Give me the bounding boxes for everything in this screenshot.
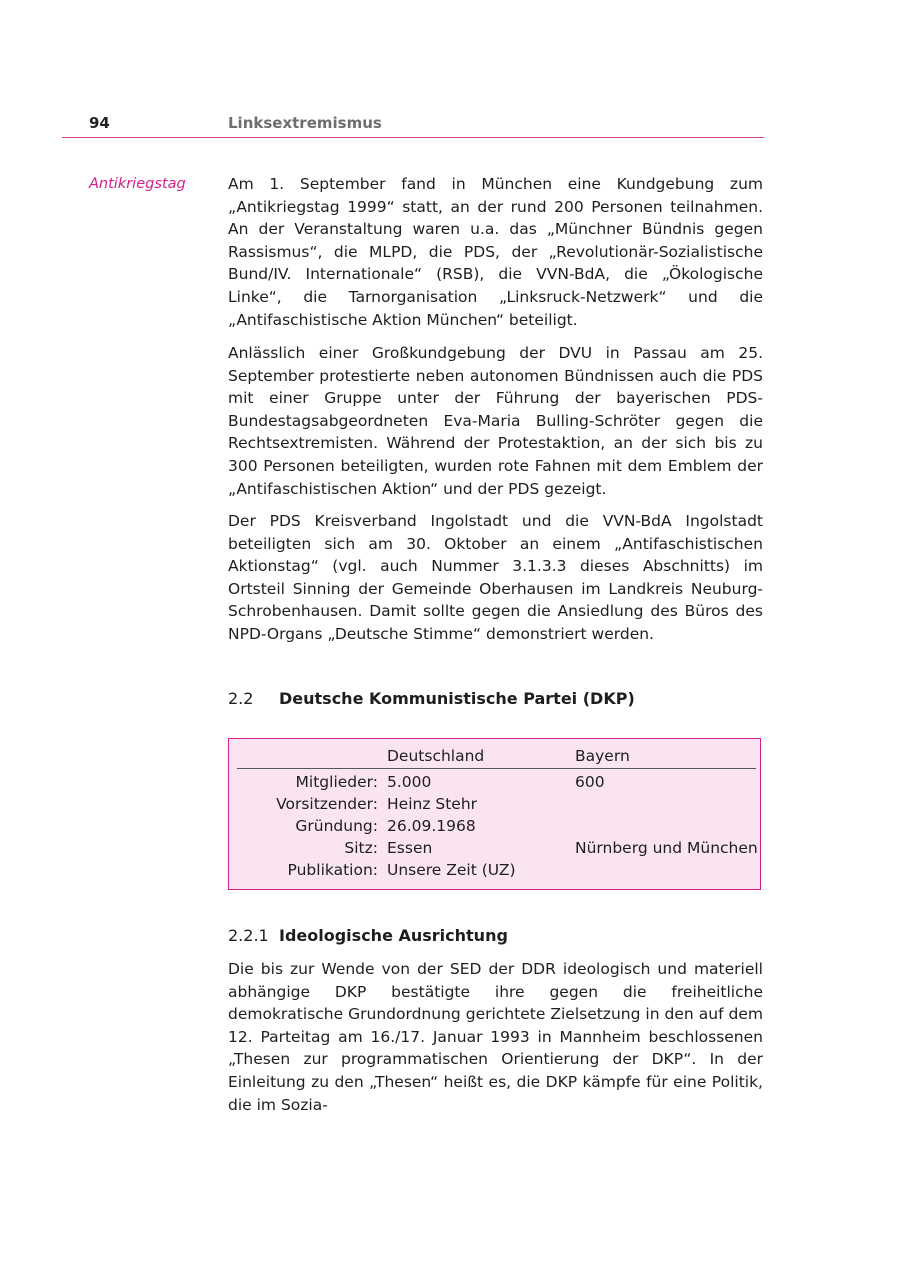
factbox-col-bayern: Bayern bbox=[575, 747, 630, 765]
factbox-value-de: Unsere Zeit (UZ) bbox=[387, 861, 516, 879]
factbox-row bbox=[229, 795, 762, 817]
page-number: 94 bbox=[89, 114, 110, 132]
header-rule bbox=[62, 137, 764, 138]
factbox-label: Vorsitzender: bbox=[276, 795, 378, 813]
factbox-label: Publikation: bbox=[287, 861, 378, 879]
section-number: 2.2 bbox=[228, 689, 254, 708]
margin-note: Antikriegstag bbox=[89, 176, 186, 192]
factbox-value-de: 5.000 bbox=[387, 773, 432, 791]
factbox-value-de: Essen bbox=[387, 839, 433, 857]
subsection-title: Ideologische Ausrichtung bbox=[279, 926, 508, 945]
factbox-row bbox=[229, 817, 762, 839]
factbox-value-de: Heinz Stehr bbox=[387, 795, 478, 813]
factbox-value-de: 26.09.1968 bbox=[387, 817, 476, 835]
subsection-number: 2.2.1 bbox=[228, 926, 269, 945]
factbox-label: Mitglieder: bbox=[295, 773, 378, 791]
factbox-row bbox=[229, 861, 762, 883]
paragraph-antikriegstag: Am 1. September fand in München eine Kundgebung zum „Antikriegstag 1999“ statt, an der rund 200 Personen teilnahmen. An der Veranstaltung waren u.a. das „Münchner Bündnis gegen Rassismus“, die MLPD, die PDS, der „Revolutionär-Sozialistische Bund/IV. Internationale“ (RSB), die VVN-BdA, die „Ökologische Linke“, die Tarnorganisation „Linksruck-Netzwerk“ und die „Antifaschistische Aktion München“ beteiligt. bbox=[228, 175, 763, 329]
factbox-label: Sitz: bbox=[344, 839, 378, 857]
factbox-value-by: 600 bbox=[575, 773, 605, 791]
factbox-label: Gründung: bbox=[295, 817, 378, 835]
subsection-heading bbox=[228, 926, 508, 945]
running-title: Linksextremismus bbox=[228, 114, 382, 132]
factbox-header-rule bbox=[237, 768, 756, 769]
section-title: Deutsche Kommunistische Partei (DKP) bbox=[279, 689, 635, 708]
paragraph-passau: Anlässlich einer Großkundgebung der DVU in Passau am 25. September protestierte neben autonomen Bündnissen auch die PDS mit einer Gruppe unter der Führung der bayerischen PDS-Bundestagsabgeordneten Eva-Maria Bulling-Schröter gegen die Rechtsextremisten. Während der Protestaktion, an der sich bis zu 300 Personen beteiligten, wurden rote Fahnen mit dem Emblem der „Antifaschistischen Aktion“ und der PDS gezeigt. bbox=[228, 344, 763, 498]
factbox-value-by: Nürnberg und München bbox=[575, 839, 758, 857]
factbox-row bbox=[229, 839, 762, 861]
factbox bbox=[228, 738, 761, 890]
factbox-col-deutschland: Deutschland bbox=[387, 747, 485, 765]
factbox-row bbox=[229, 773, 762, 795]
paragraph-ideologie: Die bis zur Wende von der SED der DDR ideologisch und materiell abhängige DKP bestätigte ihre gegen die freiheitliche demokratische Grundordnung gerichtete Zielsetzung in den auf dem 12. Parteitag am 16./17. Januar 1993 in Mannheim beschlossenen „Thesen zur programmatischen Orientierung der DKP“. In der Einleitung zu den „Thesen“ heißt es, die DKP kämpfe für eine Politik, die im Sozia- bbox=[228, 960, 763, 1114]
section-heading bbox=[228, 689, 635, 708]
paragraph-ingolstadt: Der PDS Kreisverband Ingolstadt und die VVN-BdA Ingolstadt beteiligten sich am 30. Oktober an einem „Antifaschistischen Aktionstag“ (vgl. auch Nummer 3.1.3.3 dieses Abschnitts) im Ortsteil Sinning der Gemeinde Oberhausen im Landkreis Neuburg-Schrobenhausen. Damit sollte gegen die Ansiedlung des Büros des NPD-Organs „Deutsche Stimme“ demonstriert werden. bbox=[228, 512, 763, 643]
